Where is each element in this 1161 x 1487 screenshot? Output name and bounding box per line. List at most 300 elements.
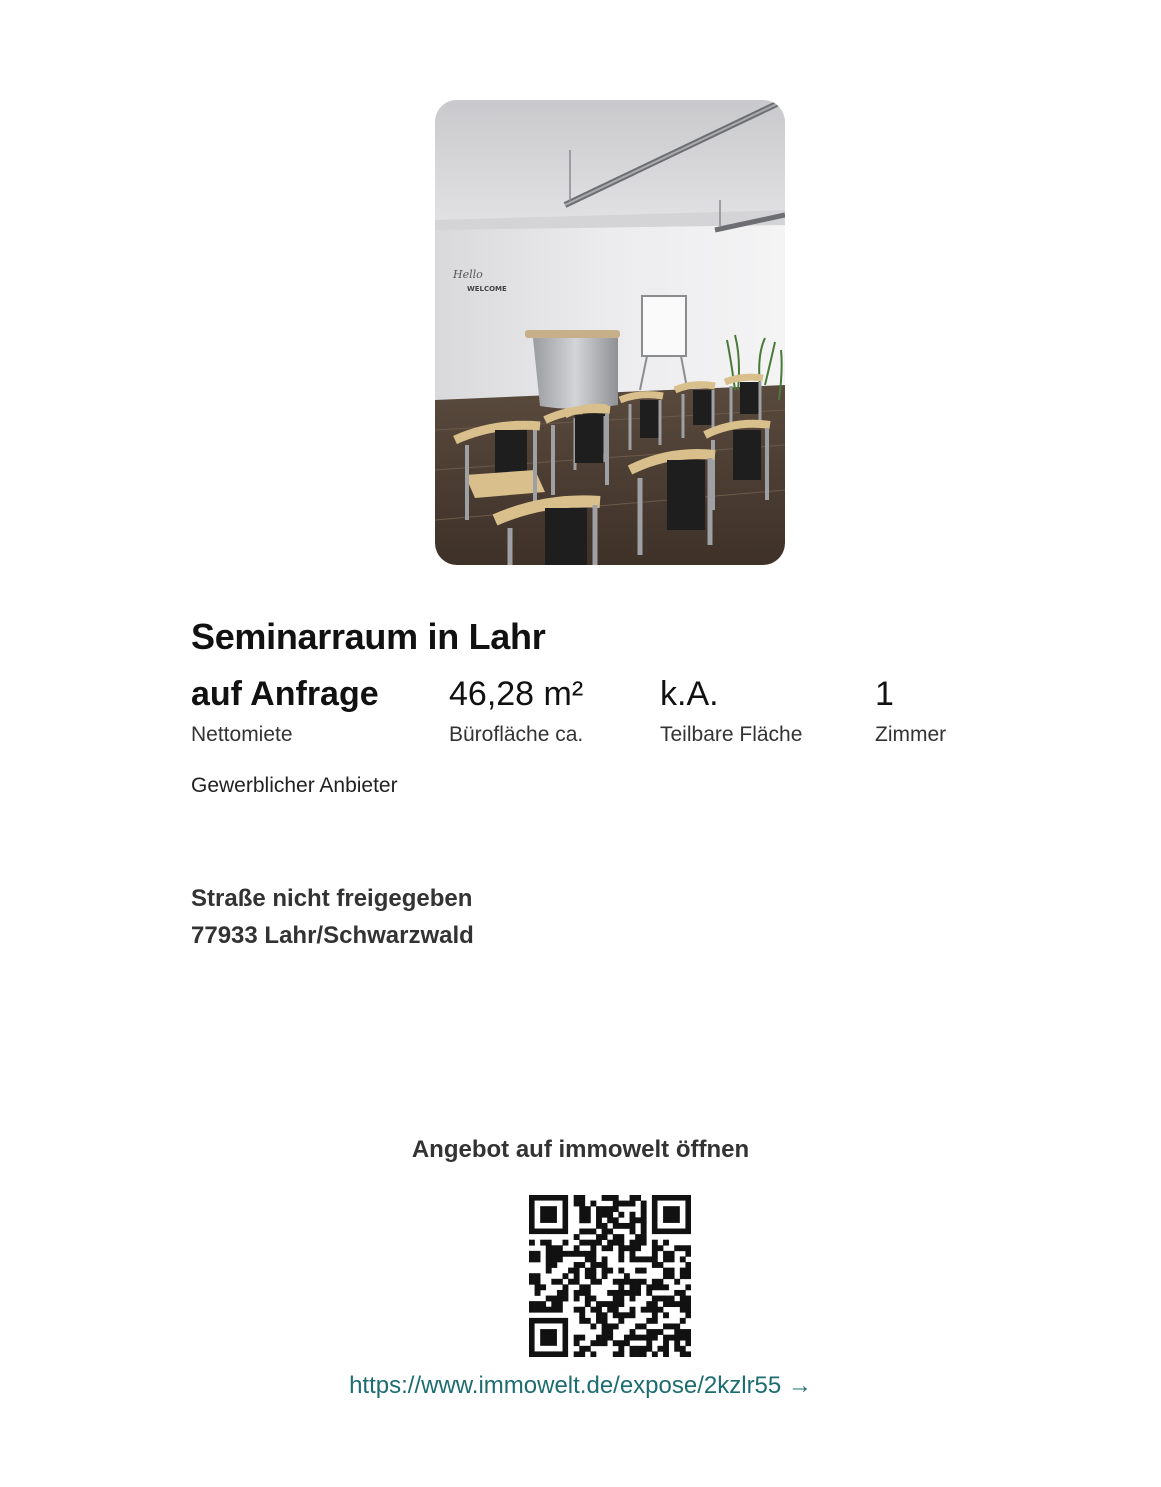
qr-module bbox=[685, 1296, 691, 1302]
qr-module bbox=[563, 1284, 569, 1290]
qr-module bbox=[618, 1212, 624, 1218]
qr-module bbox=[685, 1312, 691, 1318]
qr-module bbox=[646, 1340, 652, 1346]
qr-module bbox=[663, 1206, 680, 1223]
qr-module bbox=[590, 1351, 596, 1357]
qr-module bbox=[590, 1340, 596, 1346]
qr-module bbox=[630, 1245, 636, 1251]
qr-module bbox=[635, 1234, 641, 1240]
qr-module bbox=[618, 1312, 624, 1318]
qr-module bbox=[657, 1329, 663, 1335]
qr-module bbox=[657, 1279, 663, 1285]
qr-module bbox=[529, 1307, 535, 1313]
qr-module bbox=[641, 1351, 647, 1357]
qr-module bbox=[535, 1301, 541, 1307]
qr-module bbox=[574, 1335, 580, 1341]
qr-module bbox=[646, 1346, 652, 1352]
qr-module bbox=[602, 1212, 608, 1218]
qr-module bbox=[618, 1346, 624, 1352]
qr-module bbox=[680, 1329, 686, 1335]
qr-module bbox=[529, 1251, 535, 1257]
qr-module bbox=[585, 1240, 591, 1246]
qr-module bbox=[663, 1273, 669, 1279]
qr-module bbox=[618, 1245, 624, 1251]
qr-module bbox=[535, 1256, 541, 1262]
qr-module bbox=[652, 1245, 658, 1251]
fact-divisible bbox=[660, 672, 802, 750]
qr-module bbox=[630, 1240, 636, 1246]
qr-module bbox=[596, 1240, 602, 1246]
qr-module bbox=[663, 1323, 669, 1329]
fact-rooms-label: Zimmer bbox=[875, 723, 947, 746]
qr-module bbox=[596, 1301, 602, 1307]
qr-module bbox=[590, 1245, 596, 1251]
qr-module bbox=[596, 1318, 602, 1324]
qr-module bbox=[546, 1268, 552, 1274]
qr-module bbox=[641, 1335, 647, 1341]
qr-module bbox=[607, 1245, 613, 1251]
qr-module bbox=[618, 1234, 624, 1240]
qr-module bbox=[635, 1279, 641, 1285]
qr-module bbox=[630, 1201, 636, 1207]
qr-module bbox=[574, 1279, 580, 1285]
qr-module bbox=[563, 1273, 569, 1279]
qr-module bbox=[613, 1307, 619, 1313]
qr-module bbox=[613, 1240, 619, 1246]
qr-module bbox=[579, 1318, 585, 1324]
qr-module bbox=[624, 1201, 630, 1207]
qr-module bbox=[540, 1284, 546, 1290]
qr-module bbox=[579, 1312, 585, 1318]
podium bbox=[533, 333, 618, 409]
qr-module bbox=[607, 1335, 613, 1341]
qr-module bbox=[535, 1273, 541, 1279]
qr-module bbox=[613, 1301, 619, 1307]
qr-module bbox=[680, 1318, 686, 1324]
address bbox=[191, 880, 474, 954]
qr-module bbox=[680, 1307, 686, 1313]
qr-module bbox=[585, 1206, 591, 1212]
qr-module bbox=[535, 1284, 541, 1290]
qr-module bbox=[596, 1206, 602, 1212]
qr-module bbox=[630, 1346, 636, 1352]
qr-module bbox=[563, 1290, 569, 1296]
qr-module bbox=[546, 1262, 552, 1268]
qr-module bbox=[630, 1229, 636, 1235]
qr-module bbox=[535, 1251, 541, 1257]
qr-module bbox=[663, 1268, 669, 1274]
qr-module bbox=[652, 1312, 658, 1318]
qr-module bbox=[546, 1245, 552, 1251]
qr-module bbox=[607, 1290, 613, 1296]
qr-module bbox=[602, 1229, 608, 1235]
qr-module bbox=[685, 1351, 691, 1357]
qr-module bbox=[613, 1323, 619, 1329]
qr-module bbox=[652, 1296, 658, 1302]
qr-module bbox=[535, 1307, 541, 1313]
qr-module bbox=[685, 1251, 691, 1257]
qr-module bbox=[596, 1212, 602, 1218]
sign-text: WELCOME bbox=[467, 285, 507, 293]
qr-module bbox=[529, 1301, 535, 1307]
qr-module bbox=[557, 1290, 563, 1296]
qr-module bbox=[602, 1223, 608, 1229]
qr-module bbox=[579, 1217, 585, 1223]
qr-module bbox=[663, 1335, 669, 1341]
qr-module bbox=[635, 1240, 641, 1246]
qr-module bbox=[579, 1307, 585, 1313]
qr-module bbox=[585, 1251, 591, 1257]
qr-module bbox=[663, 1240, 669, 1246]
qr-module bbox=[590, 1268, 596, 1274]
qr-module bbox=[624, 1223, 630, 1229]
qr-module bbox=[557, 1301, 563, 1307]
qr-module bbox=[590, 1262, 596, 1268]
fact-rent-value: auf Anfrage bbox=[191, 675, 379, 713]
qr-module bbox=[607, 1229, 613, 1235]
expose-link[interactable]: https://www.immowelt.de/expose/2kzlr55 → bbox=[349, 1372, 812, 1399]
qr-module bbox=[613, 1279, 619, 1285]
qr-module bbox=[613, 1351, 619, 1357]
qr-module bbox=[607, 1212, 613, 1218]
qr-module bbox=[596, 1307, 602, 1313]
qr-module bbox=[635, 1323, 641, 1329]
qr-module bbox=[602, 1206, 608, 1212]
qr-module bbox=[641, 1307, 647, 1313]
qr-module bbox=[630, 1217, 636, 1223]
qr-module bbox=[579, 1201, 585, 1207]
qr-module bbox=[574, 1268, 580, 1274]
qr-module bbox=[563, 1240, 569, 1246]
qr-module bbox=[613, 1206, 619, 1212]
qr-module bbox=[663, 1284, 669, 1290]
qr-module bbox=[551, 1245, 557, 1251]
qr-module bbox=[669, 1273, 675, 1279]
qr-module bbox=[546, 1307, 552, 1313]
qr-module bbox=[574, 1340, 580, 1346]
qr-module bbox=[585, 1229, 591, 1235]
qr-module bbox=[551, 1262, 557, 1268]
qr-module bbox=[557, 1251, 563, 1257]
qr-module bbox=[613, 1201, 619, 1207]
qr-module bbox=[630, 1212, 636, 1218]
qr-module bbox=[657, 1262, 663, 1268]
qr-module bbox=[585, 1318, 591, 1324]
qr-module bbox=[630, 1251, 636, 1257]
qr-module bbox=[652, 1284, 658, 1290]
qr-module bbox=[557, 1279, 563, 1285]
qr-module bbox=[590, 1273, 596, 1279]
qr-module bbox=[618, 1201, 624, 1207]
qr-module bbox=[585, 1268, 591, 1274]
qr-module bbox=[646, 1329, 652, 1335]
qr-module bbox=[646, 1307, 652, 1313]
qr-module bbox=[568, 1279, 574, 1285]
qr-module bbox=[669, 1323, 675, 1329]
fact-rent bbox=[191, 672, 379, 750]
qr-module bbox=[669, 1251, 675, 1257]
qr-module bbox=[669, 1296, 675, 1302]
qr-module bbox=[602, 1312, 608, 1318]
qr-module bbox=[635, 1284, 641, 1290]
qr-module bbox=[590, 1256, 596, 1262]
qr-module bbox=[646, 1318, 652, 1324]
qr-module bbox=[618, 1284, 624, 1290]
qr-module bbox=[635, 1256, 641, 1262]
qr-module bbox=[685, 1268, 691, 1274]
qr-module bbox=[663, 1251, 669, 1257]
qr-module bbox=[618, 1223, 624, 1229]
qr-module bbox=[635, 1351, 641, 1357]
qr-module bbox=[641, 1323, 647, 1329]
qr-module bbox=[624, 1312, 630, 1318]
qr-module bbox=[635, 1290, 641, 1296]
qr-module bbox=[674, 1346, 680, 1352]
qr-module bbox=[551, 1279, 557, 1285]
qr-module bbox=[618, 1290, 624, 1296]
qr-module bbox=[663, 1256, 669, 1262]
qr-module bbox=[590, 1229, 596, 1235]
qr-module bbox=[579, 1262, 585, 1268]
qr-module bbox=[630, 1329, 636, 1335]
qr-module bbox=[646, 1301, 652, 1307]
qr-code[interactable] bbox=[529, 1195, 691, 1357]
qr-module bbox=[635, 1268, 641, 1274]
qr-module bbox=[596, 1217, 602, 1223]
qr-module bbox=[557, 1296, 563, 1302]
qr-module bbox=[630, 1307, 636, 1313]
qr-module bbox=[652, 1251, 658, 1257]
qr-module bbox=[596, 1335, 602, 1341]
qr-module bbox=[607, 1240, 613, 1246]
qr-module bbox=[529, 1240, 535, 1246]
qr-module bbox=[585, 1290, 591, 1296]
qr-module bbox=[618, 1251, 624, 1257]
qr-module bbox=[607, 1329, 613, 1335]
qr-module bbox=[590, 1201, 596, 1207]
qr-module bbox=[590, 1296, 596, 1302]
qr-module bbox=[574, 1245, 580, 1251]
qr-module bbox=[663, 1351, 669, 1357]
qr-module bbox=[652, 1279, 658, 1285]
qr-module bbox=[602, 1273, 608, 1279]
qr-module bbox=[579, 1284, 585, 1290]
seminar-room-photo bbox=[435, 100, 785, 565]
qr-module bbox=[652, 1301, 658, 1307]
qr-module bbox=[663, 1296, 669, 1302]
qr-module bbox=[574, 1234, 580, 1240]
qr-module bbox=[674, 1279, 680, 1285]
qr-module bbox=[652, 1329, 658, 1335]
qr-module bbox=[674, 1245, 680, 1251]
qr-module bbox=[613, 1234, 619, 1240]
qr-module bbox=[585, 1256, 591, 1262]
qr-module bbox=[585, 1346, 591, 1352]
provider-type: Gewerblicher Anbieter bbox=[191, 774, 398, 797]
qr-module bbox=[674, 1340, 680, 1346]
qr-module bbox=[551, 1256, 557, 1262]
qr-module bbox=[596, 1312, 602, 1318]
qr-module bbox=[540, 1301, 546, 1307]
qr-module bbox=[652, 1307, 658, 1313]
qr-module bbox=[663, 1301, 669, 1307]
qr-module bbox=[563, 1251, 569, 1257]
qr-module bbox=[585, 1212, 591, 1218]
qr-code-image bbox=[529, 1195, 691, 1357]
qr-module bbox=[590, 1240, 596, 1246]
qr-module bbox=[635, 1217, 641, 1223]
qr-module bbox=[546, 1256, 552, 1262]
qr-module bbox=[674, 1301, 680, 1307]
qr-module bbox=[635, 1195, 641, 1201]
qr-module bbox=[602, 1195, 608, 1201]
qr-module bbox=[607, 1323, 613, 1329]
qr-module bbox=[646, 1256, 652, 1262]
qr-module bbox=[590, 1251, 596, 1257]
qr-module bbox=[618, 1351, 624, 1357]
qr-module bbox=[602, 1329, 608, 1335]
qr-module bbox=[685, 1262, 691, 1268]
qr-module bbox=[618, 1301, 624, 1307]
qr-module bbox=[674, 1335, 680, 1341]
fact-divisible-label: Teilbare Fläche bbox=[660, 723, 803, 746]
qr-module bbox=[624, 1335, 630, 1341]
qr-module bbox=[602, 1301, 608, 1307]
qr-module bbox=[585, 1217, 591, 1223]
qr-module bbox=[652, 1262, 658, 1268]
qr-module bbox=[624, 1245, 630, 1251]
qr-module bbox=[529, 1256, 535, 1262]
qr-module bbox=[663, 1340, 669, 1346]
qr-module bbox=[551, 1251, 557, 1257]
qr-module bbox=[680, 1256, 686, 1262]
qr-module bbox=[630, 1296, 636, 1302]
qr-module bbox=[613, 1217, 619, 1223]
qr-module bbox=[607, 1268, 613, 1274]
open-offer-label: Angebot auf immowelt öffnen bbox=[411, 1136, 750, 1163]
qr-module bbox=[663, 1346, 669, 1352]
qr-module bbox=[540, 1307, 546, 1313]
qr-module bbox=[574, 1351, 580, 1357]
qr-module bbox=[641, 1279, 647, 1285]
qr-module bbox=[646, 1284, 652, 1290]
qr-module bbox=[546, 1240, 552, 1246]
qr-module bbox=[652, 1335, 658, 1341]
qr-module bbox=[635, 1245, 641, 1251]
qr-module bbox=[624, 1279, 630, 1285]
qr-module bbox=[574, 1307, 580, 1313]
qr-module bbox=[641, 1256, 647, 1262]
qr-module bbox=[540, 1240, 546, 1246]
qr-module bbox=[579, 1351, 585, 1357]
qr-module bbox=[630, 1335, 636, 1341]
qr-module bbox=[596, 1340, 602, 1346]
qr-module bbox=[674, 1323, 680, 1329]
qr-module bbox=[529, 1273, 535, 1279]
qr-module bbox=[669, 1256, 675, 1262]
qr-module bbox=[652, 1256, 658, 1262]
qr-module bbox=[618, 1296, 624, 1302]
key-facts bbox=[191, 672, 991, 762]
qr-module bbox=[630, 1256, 636, 1262]
qr-module bbox=[685, 1340, 691, 1346]
qr-module bbox=[630, 1351, 636, 1357]
qr-module bbox=[596, 1234, 602, 1240]
qr-module bbox=[574, 1273, 580, 1279]
qr-module bbox=[574, 1262, 580, 1268]
qr-module bbox=[669, 1301, 675, 1307]
qr-module bbox=[529, 1279, 535, 1285]
qr-module bbox=[641, 1217, 647, 1223]
qr-module bbox=[585, 1273, 591, 1279]
qr-module bbox=[613, 1340, 619, 1346]
qr-module bbox=[574, 1296, 580, 1302]
qr-module bbox=[669, 1268, 675, 1274]
qr-module bbox=[657, 1284, 663, 1290]
qr-module bbox=[540, 1329, 557, 1346]
qr-module bbox=[669, 1335, 675, 1341]
qr-module bbox=[563, 1296, 569, 1302]
qr-module bbox=[579, 1346, 585, 1352]
fact-area-value: 46,28 m² bbox=[449, 675, 584, 713]
qr-module bbox=[579, 1229, 585, 1235]
listing-title: Seminarraum in Lahr bbox=[191, 616, 546, 657]
qr-module bbox=[652, 1318, 658, 1324]
qr-module bbox=[680, 1351, 686, 1357]
qr-module bbox=[602, 1340, 608, 1346]
qr-module bbox=[546, 1296, 552, 1302]
qr-module bbox=[680, 1268, 686, 1274]
qr-module bbox=[557, 1307, 563, 1313]
qr-module bbox=[657, 1245, 663, 1251]
qr-module bbox=[618, 1240, 624, 1246]
qr-module bbox=[602, 1234, 608, 1240]
qr-module bbox=[585, 1284, 591, 1290]
qr-module bbox=[685, 1273, 691, 1279]
qr-module bbox=[635, 1346, 641, 1352]
qr-module bbox=[613, 1296, 619, 1302]
qr-module bbox=[641, 1212, 647, 1218]
qr-module bbox=[596, 1223, 602, 1229]
qr-module bbox=[596, 1262, 602, 1268]
qr-module bbox=[635, 1335, 641, 1341]
qr-module bbox=[613, 1223, 619, 1229]
qr-module bbox=[551, 1307, 557, 1313]
qr-module bbox=[641, 1268, 647, 1274]
qr-module bbox=[624, 1290, 630, 1296]
qr-module bbox=[641, 1201, 647, 1207]
qr-module bbox=[641, 1206, 647, 1212]
qr-module bbox=[641, 1223, 647, 1229]
qr-module bbox=[590, 1279, 596, 1285]
fact-rooms bbox=[875, 672, 946, 750]
qr-module bbox=[674, 1329, 680, 1335]
qr-module bbox=[546, 1251, 552, 1257]
flipchart bbox=[642, 296, 686, 356]
fact-rent-label: Nettomiete bbox=[191, 723, 293, 746]
qr-module bbox=[579, 1251, 585, 1257]
qr-module bbox=[579, 1240, 585, 1246]
qr-module bbox=[680, 1290, 686, 1296]
qr-module bbox=[652, 1351, 658, 1357]
qr-module bbox=[641, 1346, 647, 1352]
qr-module bbox=[630, 1195, 636, 1201]
qr-module bbox=[630, 1223, 636, 1229]
qr-module bbox=[613, 1312, 619, 1318]
qr-module bbox=[641, 1240, 647, 1246]
qr-module bbox=[596, 1279, 602, 1285]
qr-module bbox=[680, 1245, 686, 1251]
